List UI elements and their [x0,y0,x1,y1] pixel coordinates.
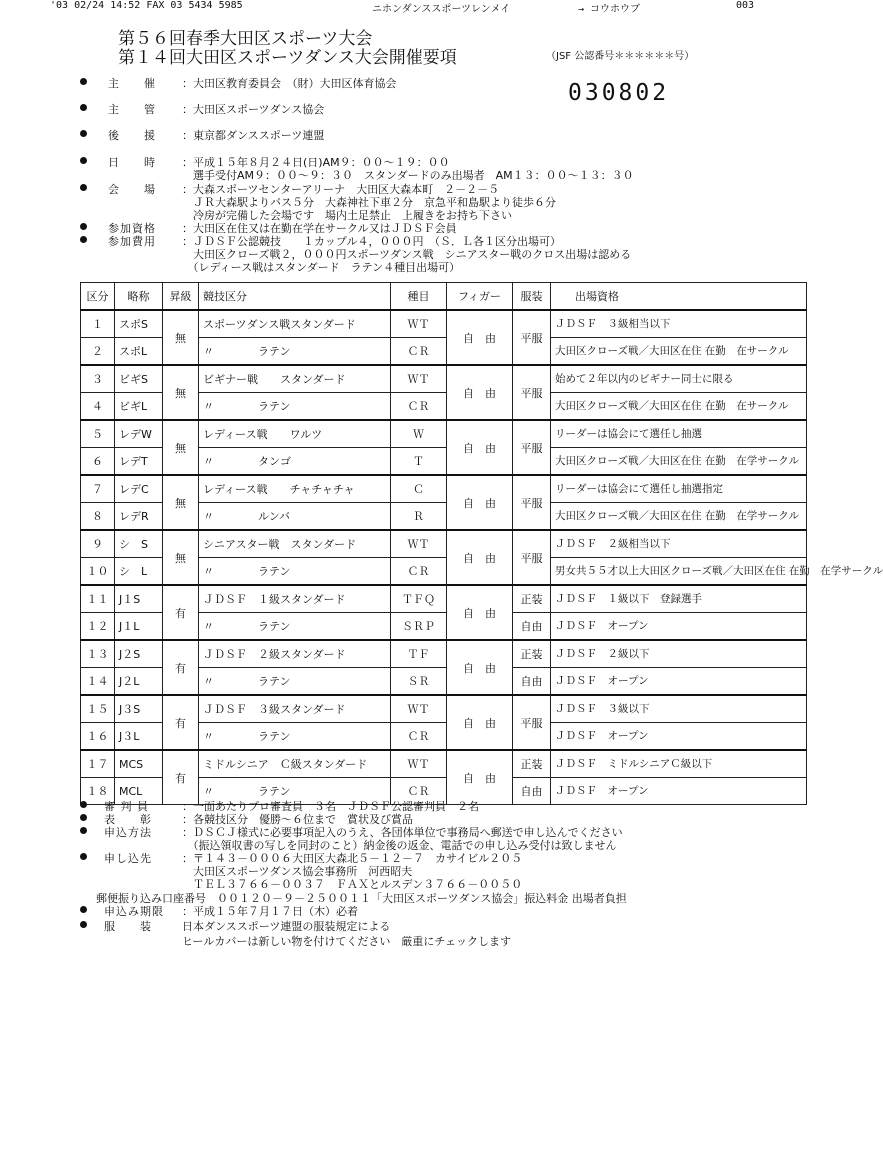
received-stamp: 030802 [568,80,670,106]
cell-abbreviation: J１L [115,613,163,641]
bullet-dot [80,906,87,913]
info-text: ：大田区在住又は在勤在学在サークル又はＪＤＳＦ会員 [182,222,457,235]
info-text: 大田区クローズ戦２，０００円スポーツダンス戦 シニアスター戦のクロス出場は認める [182,248,632,261]
cell-dress: 平服 [513,695,551,750]
cell-number: ３ [81,365,115,393]
cell-event: 〃 ラテン [199,723,391,751]
cell-qualification: ＪＤＳＦ ３級相当以下 [551,310,807,338]
cell-figure: 自 由 [447,310,513,365]
bottom-text: ：平成１５年７月１７日（木）必着 [182,905,358,918]
cell-number: １１ [81,585,115,613]
jdsf-note: （JSF 公認番号＊＊＊＊＊＊号） [546,51,695,62]
table-header-row [81,283,807,311]
cell-abbreviation: MCS [115,750,163,778]
bullet-dot [80,853,87,860]
header-cell: 競技区分 [199,283,391,311]
table-row [81,750,807,778]
cell-kind: ＳＲＰ [391,613,447,641]
table-row [81,640,807,668]
cell-promotion: 有 [163,695,199,750]
cell-kind: ＷＴ [391,750,447,778]
cell-event: ビギナー戦 スタンダード [199,365,391,393]
bottom-label: 申込方法 [104,826,152,839]
cell-qualification: 男女共５５才以上大田区クローズ戦／大田区在住 在勤 在学サークル [551,558,807,586]
cell-kind: Ｔ [391,448,447,476]
cell-figure: 自 由 [447,750,513,805]
header-cell: 昇級 [163,283,199,311]
info-text: ：ＪＤＳＦ公認競技 １カップル４，０００円 （Ｓ．Ｌ各１区分出場可） [182,235,561,248]
cell-figure: 自 由 [447,530,513,585]
cell-dress: 平服 [513,420,551,475]
bottom-label: 表 彰 [104,813,152,826]
bullet-dot [80,814,87,821]
cell-abbreviation: MCL [115,778,163,805]
cell-qualification: 大田区クローズ戦／大田区在住 在勤 在学サークル [551,448,807,476]
cell-qualification: ＪＤＳＦ オープン [551,778,807,805]
cell-abbreviation: シ S [115,530,163,558]
fax-header [0,0,864,14]
cell-abbreviation: レデT [115,448,163,476]
cell-dress: 平服 [513,310,551,365]
bullet-dot [80,157,87,164]
cell-number: １ [81,310,115,338]
cell-promotion: 無 [163,365,199,420]
bottom-text: ：ＤＳＣＪ様式に必要事項記入のうえ、各団体単位で事務局へ郵送で申し込んでください [182,826,623,839]
cell-kind: ＣＲ [391,723,447,751]
bullet-dot [80,130,87,137]
cell-abbreviation: J２S [115,640,163,668]
cell-qualification: 大田区クローズ戦／大田区在住 在勤 在サークル [551,393,807,421]
title-line-1: 第５６回春季大田区スポーツ大会 [118,29,373,49]
header-cell: フィガー [447,283,513,311]
table-row [81,530,807,558]
cell-promotion: 有 [163,640,199,695]
cell-event: ＪＤＳＦ ３級スタンダード [199,695,391,723]
cell-dress: 自由 [513,668,551,696]
cell-promotion: 無 [163,530,199,585]
cell-qualification: ＪＤＳＦ １級以下 登録選手 [551,585,807,613]
info-label: 後 援 [108,129,156,142]
cell-event: 〃 ラテン [199,393,391,421]
cell-number: ６ [81,448,115,476]
bullet-dot [80,184,87,191]
cell-qualification: ＪＤＳＦ ミドルシニアＣ級以下 [551,750,807,778]
cell-dress: 正装 [513,640,551,668]
cell-promotion: 有 [163,750,199,805]
bullet-dot [80,223,87,230]
cell-number: ２ [81,338,115,366]
cell-figure: 自 由 [447,695,513,750]
info-text: 冷房が完備した会場です 場内土足禁止 上履きをお持ち下さい [182,209,512,222]
cell-abbreviation: J３L [115,723,163,751]
info-label: 会 場 [108,183,156,196]
cell-abbreviation: レデW [115,420,163,448]
header-cell: 略称 [115,283,163,311]
bullet-dot [80,801,87,808]
cell-figure: 自 由 [447,420,513,475]
cell-dress: 平服 [513,530,551,585]
cell-abbreviation: J２L [115,668,163,696]
info-text: ：東京都ダンススポーツ連盟 [182,129,325,142]
bottom-text: ：〒１４３－０００６大田区大森北５－１２－７ カサイビル２０５ [182,852,523,865]
cell-number: ５ [81,420,115,448]
cell-kind: Ｗ [391,420,447,448]
table-row [81,365,807,393]
bottom-label: 申し込先 [104,852,152,865]
cell-abbreviation: シ L [115,558,163,586]
table-row [81,475,807,503]
cell-dress: 正装 [513,585,551,613]
cell-qualification: リーダーは協会にて選任し抽選 [551,420,807,448]
header-cell: 種目 [391,283,447,311]
cell-qualification: リーダーは協会にて選任し抽選指定 [551,475,807,503]
cell-event: 〃 ラテン [199,338,391,366]
info-text: （レディース戦はスタンダード ラテン４種目出場可） [182,261,461,274]
info-label: 参加資格 [108,222,156,235]
cell-kind: ＴＦ [391,640,447,668]
cell-kind: ＣＲ [391,778,447,805]
cell-kind: ＣＲ [391,393,447,421]
cell-event: スポーツダンス戦スタンダード [199,310,391,338]
cell-qualification: ＪＤＳＦ ３級以下 [551,695,807,723]
header-cell: 区分 [81,283,115,311]
cell-qualification: ＪＤＳＦ オープン [551,723,807,751]
table-row [81,310,807,338]
cell-promotion: 無 [163,420,199,475]
table-row [81,695,807,723]
fax-recipient: → コウホウブ [578,4,641,15]
cell-qualification: 大田区クローズ戦／大田区在住 在勤 在学サークル [551,503,807,531]
cell-number: ４ [81,393,115,421]
cell-abbreviation: J３S [115,695,163,723]
cell-event: シニアスター戦 スタンダード [199,530,391,558]
cell-number: １５ [81,695,115,723]
cell-dress: 自由 [513,778,551,805]
bottom-text: 日本ダンススポーツ連盟の服装規定による [182,920,391,933]
cell-promotion: 無 [163,475,199,530]
cell-number: １４ [81,668,115,696]
cell-qualification: 大田区クローズ戦／大田区在住 在勤 在サークル [551,338,807,366]
cell-kind: ＴＦＱ [391,585,447,613]
info-text: ：大田区教育委員会 （財）大田区体育協会 [182,77,397,90]
cell-event: 〃 ラテン [199,668,391,696]
cell-event: 〃 ラテン [199,558,391,586]
cell-kind: ＷＴ [391,695,447,723]
cell-number: １３ [81,640,115,668]
cell-number: １０ [81,558,115,586]
cell-number: １６ [81,723,115,751]
cell-dress: 自由 [513,613,551,641]
bullet-dot [80,827,87,834]
info-text: ：大森スポーツセンターアリーナ 大田区大森本町 ２－２－５ [182,183,500,196]
event-table [80,282,883,805]
cell-number: ９ [81,530,115,558]
cell-figure: 自 由 [447,365,513,420]
cell-kind: ＷＴ [391,530,447,558]
cell-abbreviation: スポS [115,310,163,338]
bullet-dot [80,236,87,243]
cell-number: １７ [81,750,115,778]
cell-kind: Ｃ [391,475,447,503]
cell-number: １２ [81,613,115,641]
cell-dress: 正装 [513,750,551,778]
title-line-2: 第１４回大田区スポーツダンス大会開催要項 [118,48,457,68]
bullet-dot [80,921,87,928]
bottom-text: ：一面あたりプロ審査員 ３名 ＪＤＳＦ公認審判員 ２名 [182,800,479,813]
cell-number: １８ [81,778,115,805]
fax-page-number: 003 [736,0,755,11]
cell-event: 〃 ラテン [199,613,391,641]
cell-abbreviation: レデC [115,475,163,503]
info-label: 日 時 [108,156,156,169]
cell-dress: 平服 [513,365,551,420]
info-label: 参加費用 [108,235,156,248]
cell-dress: 平服 [513,475,551,530]
info-text: 選手受付AM９：００～９：３０ スタンダードのみ出場者 AM１３：００～１３：３０ [182,169,634,182]
bullet-dot [80,104,87,111]
cell-figure: 自 由 [447,475,513,530]
info-label: 主 管 [108,103,156,116]
cell-figure: 自 由 [447,585,513,640]
table-row [81,420,807,448]
cell-event: ＪＤＳＦ １級スタンダード [199,585,391,613]
cell-kind: ＣＲ [391,558,447,586]
fax-sender-name: ニホンダンススポーツレンメイ [372,4,511,15]
cell-qualification: ＪＤＳＦ ２級相当以下 [551,530,807,558]
bottom-text: ：各競技区分 優勝～６位まで 賞状及び賞品 [182,813,413,826]
cell-event: 〃 ルンバ [199,503,391,531]
cell-qualification: ＪＤＳＦ オープン [551,668,807,696]
bottom-label: 審 判 員 [104,800,149,813]
cell-event: レディース戦 ワルツ [199,420,391,448]
cell-promotion: 有 [163,585,199,640]
cell-abbreviation: レデR [115,503,163,531]
bottom-label: 申込み期限 [104,905,164,918]
cell-qualification: ＪＤＳＦ オープン [551,613,807,641]
cell-figure: 自 由 [447,640,513,695]
cell-event: ＪＤＳＦ ２級スタンダード [199,640,391,668]
cell-kind: Ｒ [391,503,447,531]
info-label: 主 催 [108,77,156,90]
header-cell: 出場資格 [551,283,807,311]
cell-event: 〃 タンゴ [199,448,391,476]
cell-number: ８ [81,503,115,531]
cell-kind: ＷＴ [391,310,447,338]
fax-sender-line: '03 02/24 14:52 FAX 03 5434 5985 [50,0,243,11]
cell-event: 〃 ラテン [199,778,391,805]
cell-qualification: 始めて２年以内のビギナー同士に限る [551,365,807,393]
info-text: ＪＲ大森駅よりバス５分 大森神社下車２分 京急平和島駅より徒歩６分 [182,196,556,209]
bottom-text: 大田区スポーツダンス協会事務所 河西昭夫 [182,865,413,878]
header-cell: 服装 [513,283,551,311]
cell-abbreviation: スポL [115,338,163,366]
cell-qualification: ＪＤＳＦ ２級以下 [551,640,807,668]
cell-kind: ＣＲ [391,338,447,366]
bottom-text: ＴＥＬ３７６６－００３７ ＦＡＸとルスデン３７６６－００５０ [182,878,523,891]
cell-abbreviation: ビギL [115,393,163,421]
bottom-text: ヒールカバーは新しい物を付けてください 厳重にチェックします [182,935,512,948]
cell-kind: ＷＴ [391,365,447,393]
cell-abbreviation: ビギS [115,365,163,393]
table-row [81,585,807,613]
cell-number: ７ [81,475,115,503]
info-text: ：平成１５年８月２４日(日)AM９：００～１９：００ [182,156,450,169]
info-text: ：大田区スポーツダンス協会 [182,103,325,116]
bottom-text: （振込領収書の写しを同封のこと）納金後の返金、電話での申し込み受付は致しません [182,839,617,852]
cell-event: ミドルシニア Ｃ級スタンダード [199,750,391,778]
cell-event: レディース戦 チャチャチャ [199,475,391,503]
cell-promotion: 無 [163,310,199,365]
bullet-dot [80,78,87,85]
cell-kind: ＳＲ [391,668,447,696]
bottom-text: 郵便振り込み口座番号 ００１２０－９－２５００１１「大田区スポーツダンス協会」振込料金 出場者負担 [96,892,627,905]
bottom-label: 服 装 [104,920,152,933]
cell-abbreviation: J１S [115,585,163,613]
